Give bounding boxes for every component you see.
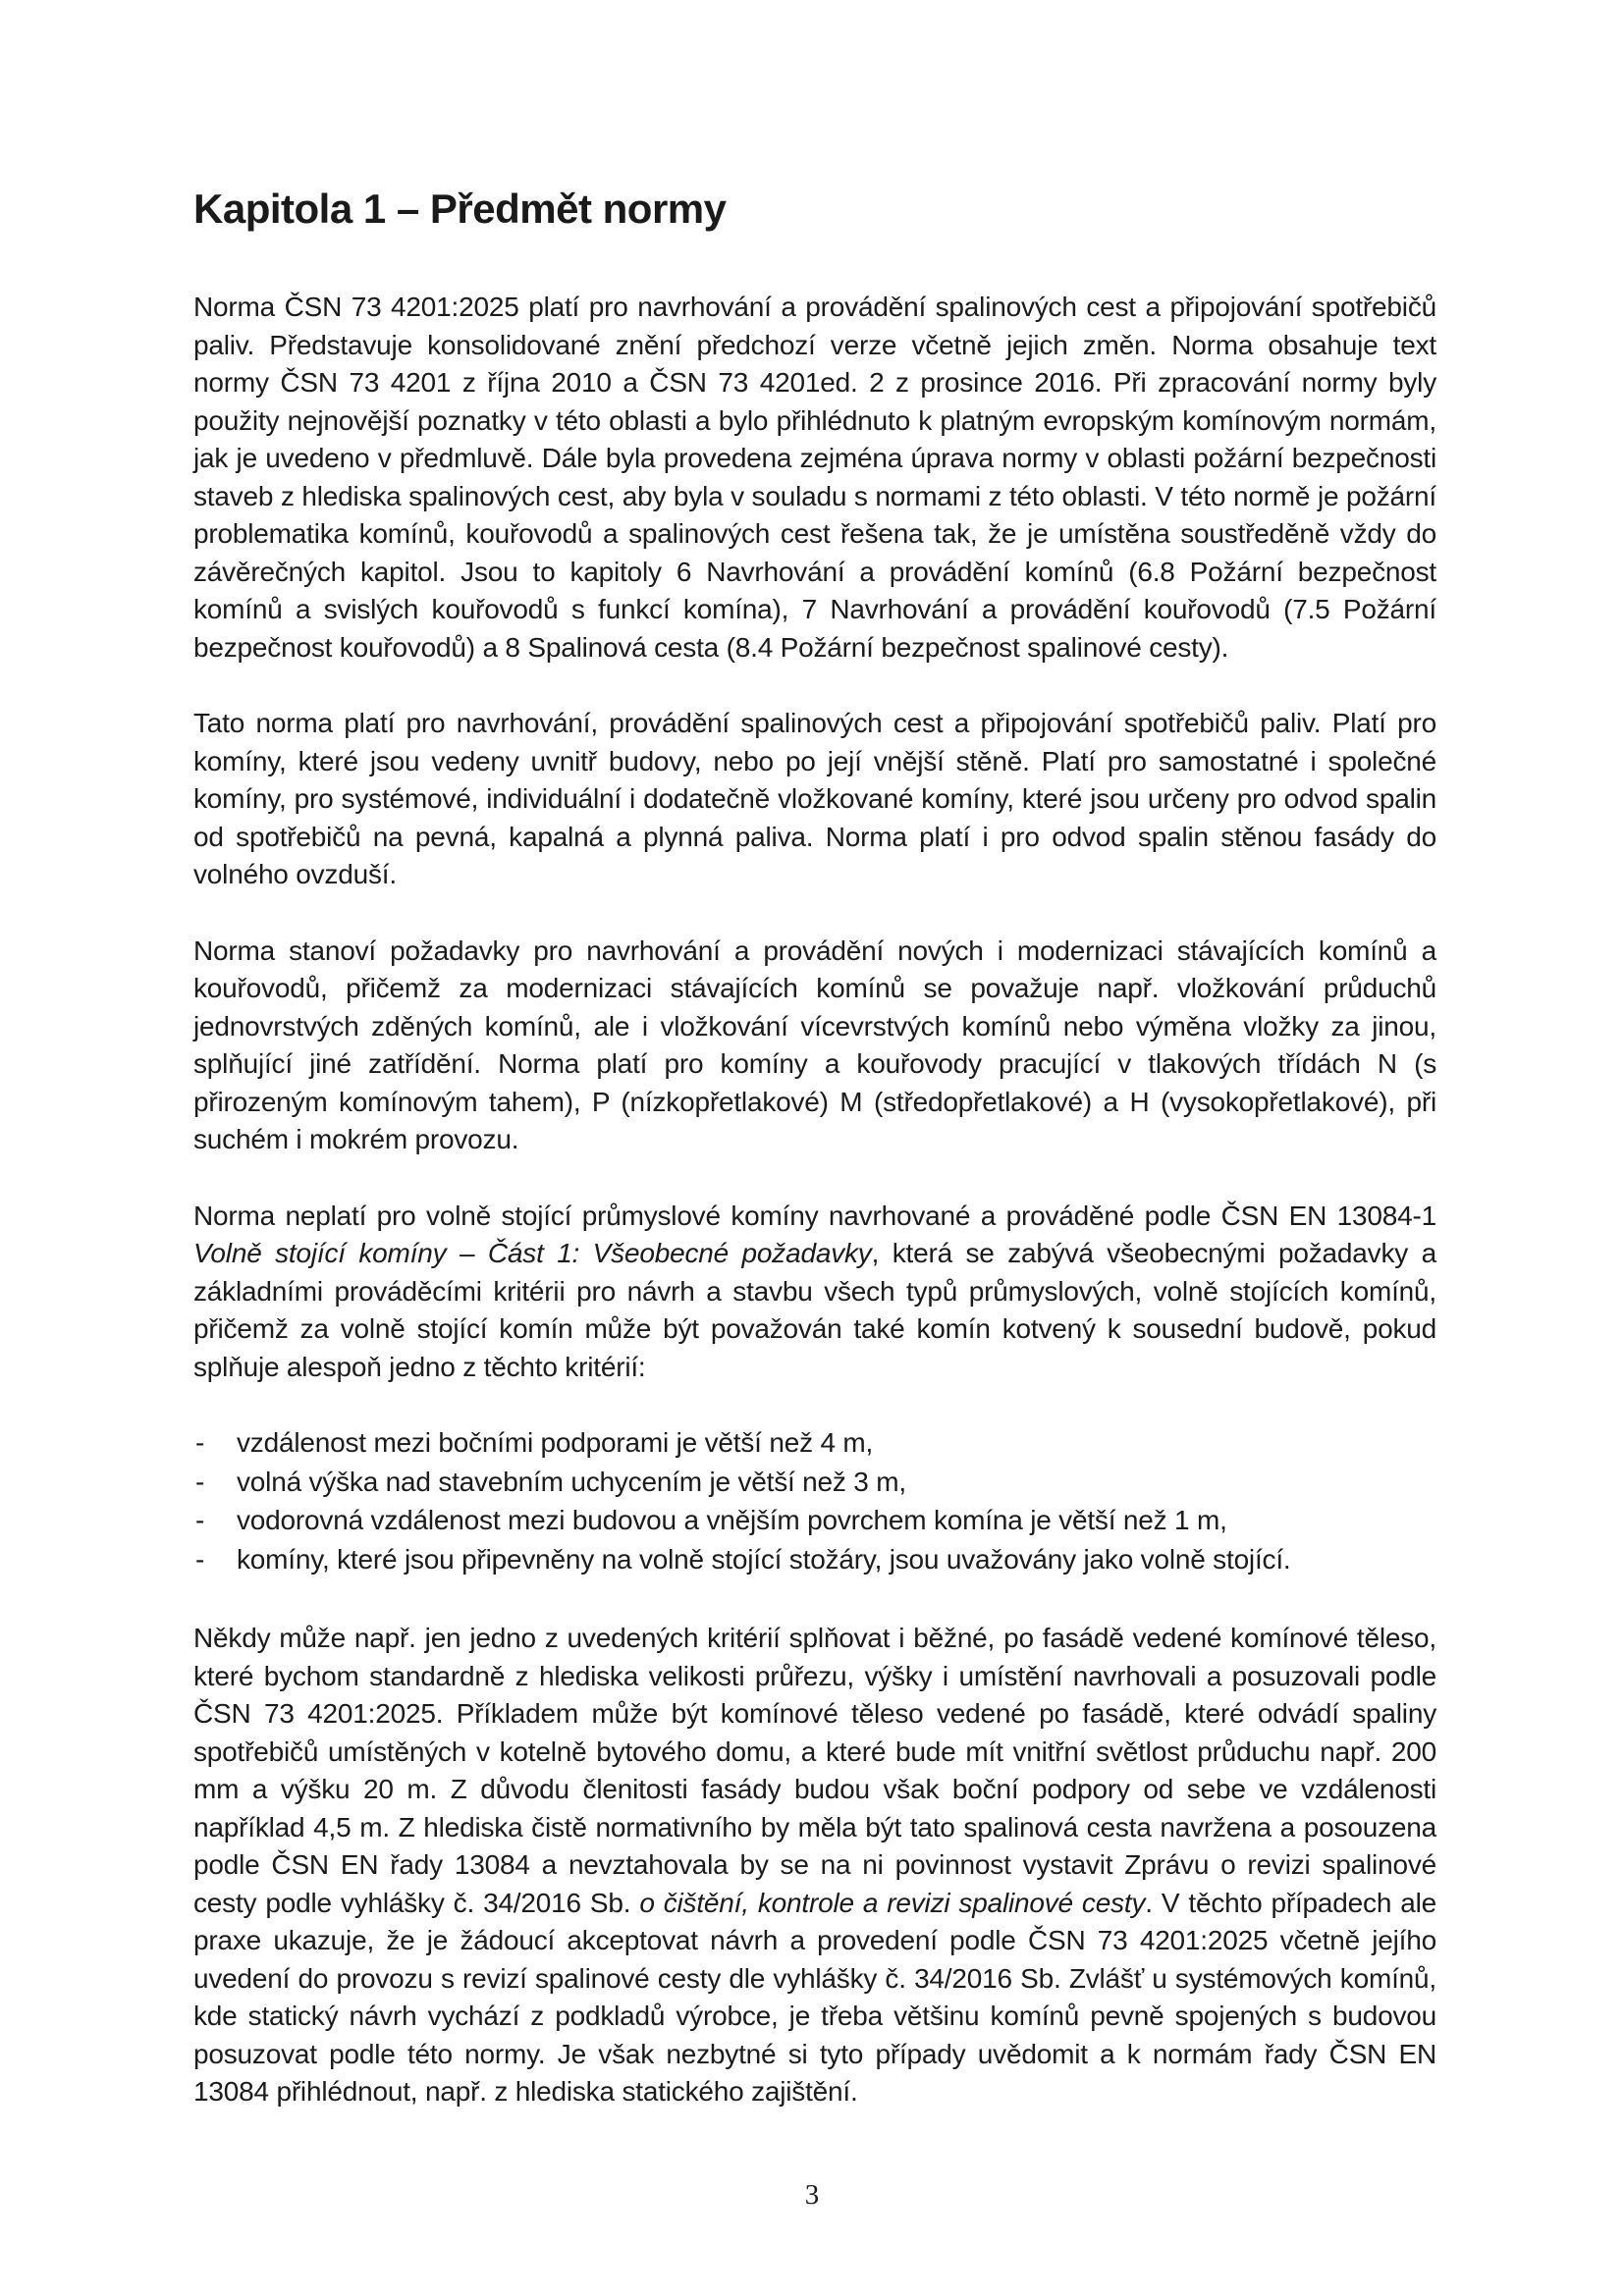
paragraph-scope-3 <box>193 933 1436 1159</box>
list-item-text: vzdálenost mezi bočními podporami je větší než 4 m, <box>237 1427 874 1458</box>
italic-run: o čištění, kontrole a revizi spalinové cesty <box>639 1887 1146 1918</box>
text-run: Norma neplatí pro volně stojící průmyslové komíny navrhované a prováděné podle ČSN EN 13084-1 <box>193 1200 1436 1231</box>
list-item <box>193 1464 1436 1502</box>
list-item-text: vodorovná vzdálenost mezi budovou a vnějším povrchem komína je větší než 1 m, <box>237 1505 1227 1535</box>
italic-run: Volně stojící komíny – Část 1: Všeobecné požadavky <box>193 1238 872 1268</box>
text-run: Někdy může např. jen jedno z uvedených kritérií splňovat i běžné, po fasádě vedené komínové těleso, které bychom standardně z hlediska velikosti průřezu, výšky i umístění navrhovali a posuzovali podle ČSN 73 4201:2025. Příkladem může být komínové těleso vedené po fasádě, které odvádí spaliny spotřebičů umístěných v kotelně bytového domu, a které bude mít vnitřní světlost průduchu např. 200 mm a výšku 20 m. Z důvodu členitosti fasády budou však boční podpory od sebe ve vzdálenosti například 4,5 m. Z hlediska čistě normativního by měla být tato spalinová cesta navržena a posouzena podle ČSN EN řady 13084 a nevztahovala by se na ni povinnost vystavit Zprávu o revizi spalinové cesty podle vyhlášky č. 34/2016 Sb. <box>193 1623 1436 1918</box>
paragraph-scope-1 <box>193 289 1436 667</box>
text-run: Norma ČSN 73 4201:2025 platí pro navrhování a provádění spalinových cest a připojování spotřebičů paliv. Představuje konsolidované znění předchozí verze včetně jejich změn. Norma obsahuje text normy ČSN 73 4201 z října 2010 a ČSN 73 4201ed. 2 z prosince 2016. Při zpracování normy byly použity nejnovější poznatky v této oblasti a bylo přihlédnuto k platným evropským komínovým normám, jak je uvedeno v předmluvě. Dále byla provedena zejména úprava normy v oblasti požární bezpečnosti staveb z hlediska spalinových cest, aby byla v souladu s normami z této oblasti. V této normě je požární problematika komínů, kouřovodů a spalinových cest řešena tak, že je umístěna soustředěně vždy do závěrečných kapitol. Jsou to kapitoly 6 Navrhování a provádění komínů (6.8 Požární bezpečnost komínů a svislých kouřovodů s funkcí komína), 7 Navrhování a provádění kouřovodů (7.5 Požární bezpečnost kouřovodů) a 8 Spalinová cesta (8.4 Požární bezpečnost spalinové cesty). <box>193 292 1436 663</box>
list-item <box>193 1541 1436 1579</box>
text-run: Tato norma platí pro navrhování, provádění spalinových cest a připojování spotřebičů paliv. Platí pro komíny, které jsou vedeny uvnitř budovy, nebo po její vnější stěně. Platí pro samostatné i společné komíny, pro systémové, individuální i dodatečně vložkované komíny, které jsou určeny pro odvod spalin od spotřebičů na pevná, kapalná a plynná paliva. Norma platí i pro odvod spalin stěnou fasády do volného ovzduší. <box>193 708 1436 889</box>
paragraph-scope-4 <box>193 1198 1436 1387</box>
list-item-text: volná výška nad stavebním uchycením je větší než 3 m, <box>237 1466 906 1497</box>
paragraph-scope-5 <box>193 1620 1436 2111</box>
dash-bullet-marker: - <box>195 1427 205 1458</box>
dash-bullet-marker: - <box>195 1505 205 1535</box>
dash-bullet-marker: - <box>195 1543 205 1575</box>
text-run: . V těchto případech ale praxe ukazuje, že je žádoucí akceptovat návrh a provedení podle ČSN 73 4201:2025 včetně jejího uvedení do provozu s revizí spalinové cesty dle vyhlášky č. 34/2016 Sb. Zvlášť u systémových komínů, kde statický návrh vychází z podkladů výrobce, je třeba většinu komínů pevně spojených s budovou posuzovat podle této normy. Je však nezbytné si tyto případy uvědomit a k normám řady ČSN EN 13084 přihlédnout, např. z hlediska statického zajištění. <box>193 1887 1436 2107</box>
dash-bullet-marker: - <box>195 1466 205 1497</box>
criteria-list <box>193 1424 1436 1578</box>
page-footer <box>0 2179 1624 2212</box>
page-content <box>193 185 1436 2150</box>
list-item <box>193 1424 1436 1463</box>
list-item <box>193 1502 1436 1540</box>
text-run: , která se zabývá všeobecnými požadavky a základními prováděcími kritérii pro návrh a stavbu všech typů průmyslových, volně stojících komínů, přičemž za volně stojící komín může být považován také komín kotvený k sousední budově, pokud splňuje alespoň jedno z těchto kritérií: <box>193 1238 1436 1382</box>
paragraph-scope-2 <box>193 705 1436 894</box>
page-number: 3 <box>804 2179 820 2211</box>
text-run: Norma stanoví požadavky pro navrhování a provádění nových i modernizaci stávajících komínů a kouřovodů, přičemž za modernizaci stávajících komínů se považuje např. vložkování průduchů jednovrstvých zděných komínů, ale i vložkování vícevrstvých komínů nebo výměna vložky za jinou, splňující jiné zatřídění. Norma platí pro komíny a kouřovody pracující v tlakových třídách N (s přirozeným komínovým tahem), P (nízkopřetlakové) M (středopřetlakové) a H (vysokopřetlakové), při suchém i mokrém provozu. <box>193 934 1436 1154</box>
chapter-heading: Kapitola 1 – Předmět normy <box>193 186 727 232</box>
list-item-text: komíny, které jsou připevněny na volně stojící stožáry, jsou uvažovány jako volně stojící. <box>237 1543 1291 1575</box>
